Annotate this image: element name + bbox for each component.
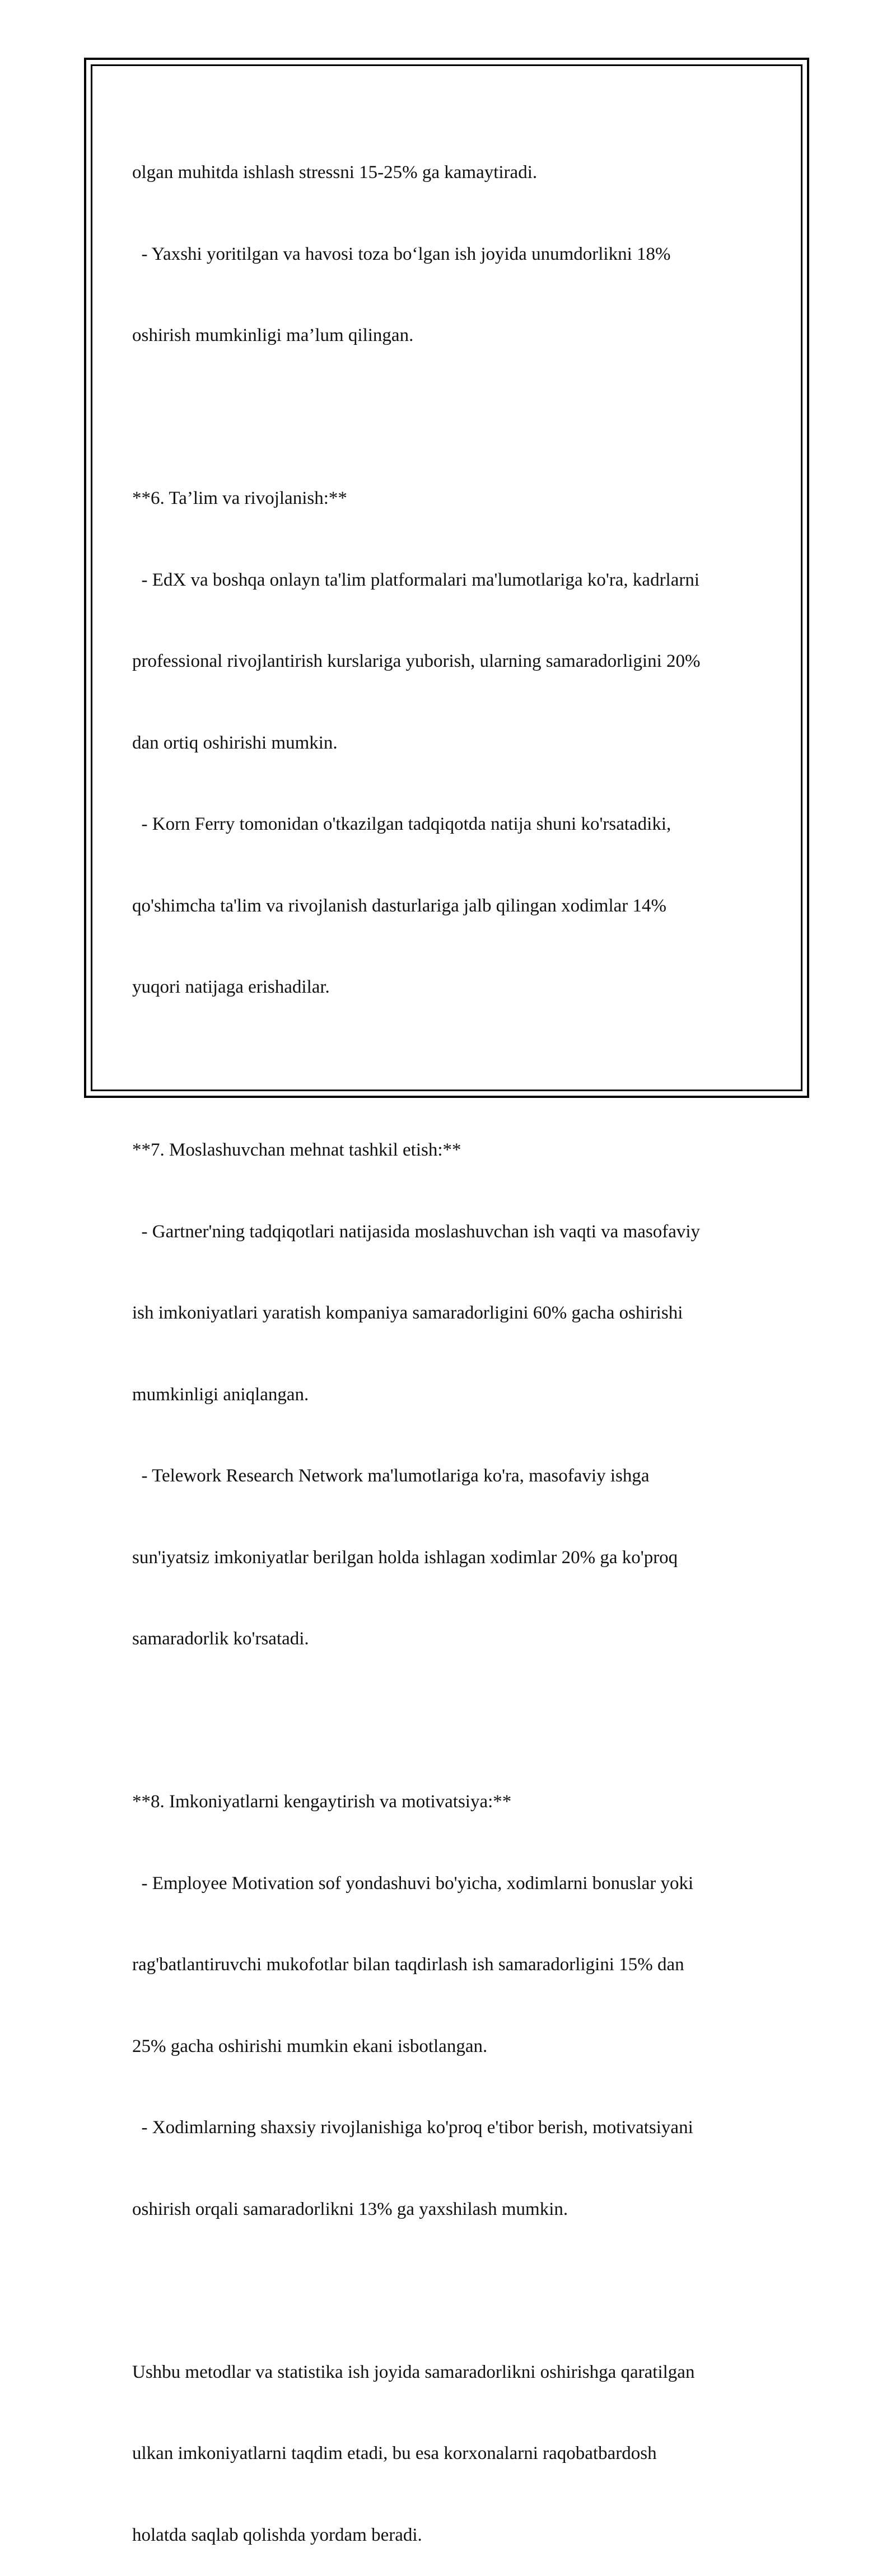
text-line: mumkinligi aniqlangan. xyxy=(132,1384,309,1405)
text-line: - Gartner'ning tadqiqotlari natijasida moslashuvchan ish vaqti va masofaviy xyxy=(132,1221,701,1242)
document-body xyxy=(132,105,771,2576)
text-line: 25% gacha oshirishi mumkin ekani isbotlangan. xyxy=(132,2036,488,2056)
blank-line xyxy=(132,2277,771,2304)
text-line: oshirish orqali samaradorlikni 13% ga yaxshilash mumkin. xyxy=(132,2199,568,2219)
text-line: - EdX va boshqa onlayn ta'lim platformalari ma'lumotlariga ko'ra, kadrlarni xyxy=(132,569,700,590)
text-line: ish imkoniyatlari yaratish kompaniya samaradorligini 60% gacha oshirishi xyxy=(132,1303,683,1323)
section-heading: **6. Ta’lim va rivojlanish:** xyxy=(132,488,347,508)
text-line: - Xodimlarning shaxsiy rivojlanishiga ko'proq e'tibor berish, motivatsiyani xyxy=(132,2117,693,2138)
section-heading: **8. Imkoniyatlarni kengaytirish va motivatsiya:** xyxy=(132,1792,512,1812)
conclusion-line: Ushbu metodlar va statistika ish joyida samaradorlikni oshirishga qaratilgan xyxy=(132,2362,695,2382)
text-line: yuqori natijaga erishadilar. xyxy=(132,977,330,997)
text-line: rag'batlantiruvchi mukofotlar bilan taqdirlash ish samaradorligini 15% dan xyxy=(132,1955,684,1975)
text-line: qo'shimcha ta'lim va rivojlanish dasturlariga jalb qilingan xodimlar 14% xyxy=(132,895,667,916)
blank-line xyxy=(132,1055,771,1083)
text-line: oshirish mumkinligi ma’lum qilingan. xyxy=(132,325,414,345)
text-line: - Yaxshi yoritilgan va havosi toza boʻlgan ish joyida unumdorlikni 18% xyxy=(132,244,671,264)
blank-line xyxy=(132,1707,771,1735)
text-line: sun'iyatsiz imkoniyatlar berilgan holda ishlagan xodimlar 20% ga ko'proq xyxy=(132,1547,678,1568)
text-line: olgan muhitda ishlash stressni 15-25% ga kamaytiradi. xyxy=(132,162,538,183)
text-line: professional rivojlantirish kurslariga yuborish, ularning samaradorligini 20% xyxy=(132,651,701,671)
section-heading: **7. Moslashuvchan mehnat tashkil etish:** xyxy=(132,1140,461,1160)
conclusion-line: ulkan imkoniyatlarni taqdim etadi, bu esa korxonalarni raqobatbardosh xyxy=(132,2443,657,2463)
text-line: samaradorlik ko'rsatadi. xyxy=(132,1629,309,1649)
conclusion-line: holatda saqlab qolishda yordam beradi. xyxy=(132,2524,422,2545)
text-line: - Telework Research Network ma'lumotlariga ko'ra, masofaviy ishga xyxy=(132,1466,650,1486)
text-line: dan ortiq oshirishi mumkin. xyxy=(132,732,338,753)
text-line: - Korn Ferry tomonidan o'tkazilgan tadqiqotda natija shuni ko'rsatadiki, xyxy=(132,814,671,834)
text-line: - Employee Motivation sof yondashuvi bo'yicha, xodimlarni bonuslar yoki xyxy=(132,1873,694,1894)
blank-line xyxy=(132,404,771,431)
